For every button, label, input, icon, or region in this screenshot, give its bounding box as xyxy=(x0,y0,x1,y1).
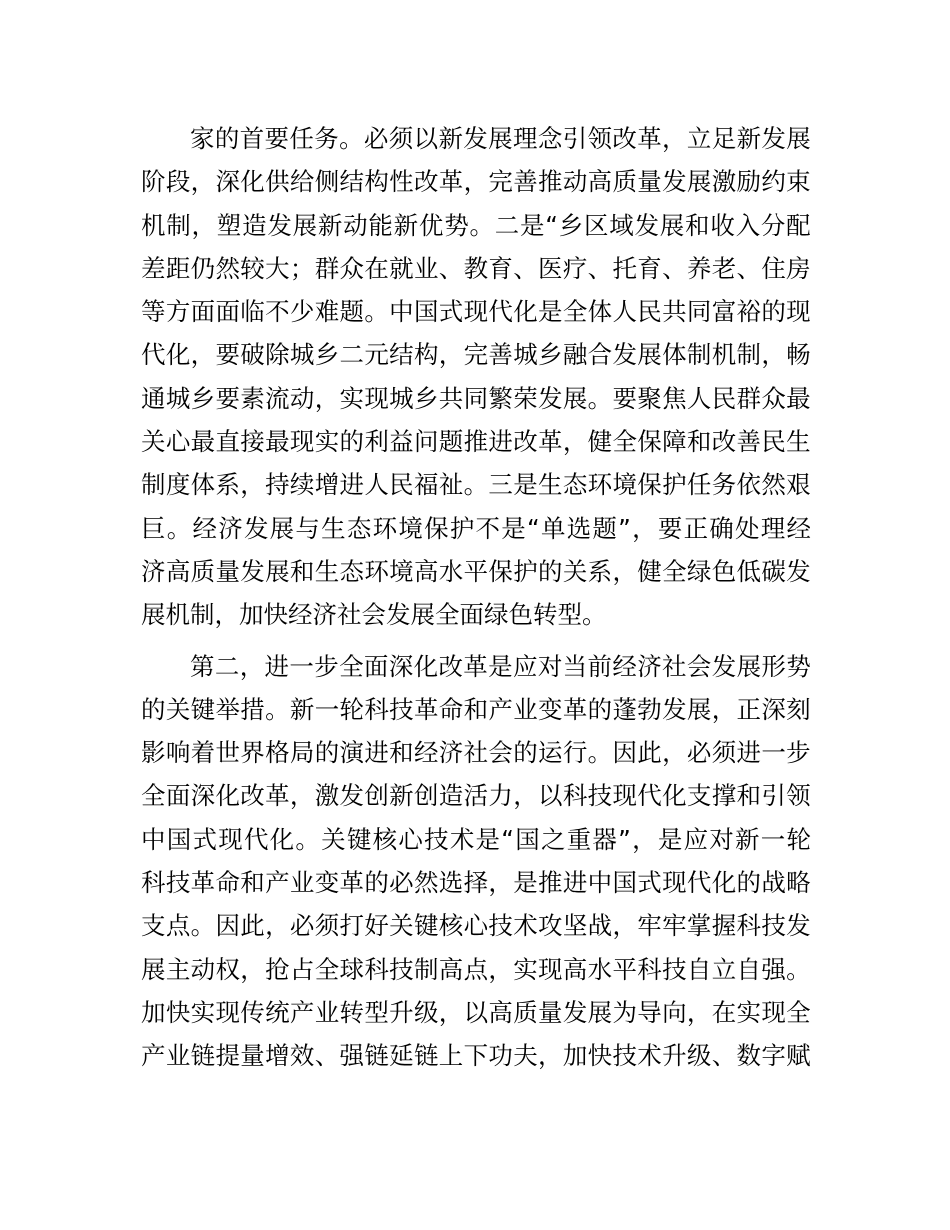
text-line: 济 高 质 量 发 展 和 生 态 环 境 高 水 平 保 护 的 关 系 ， 健 全 绿 色 低 碳 发 xyxy=(141,556,811,586)
text-line: 支 点 。 因 此 ， 必 须 打 好 关 键 核 心 技 术 攻 坚 战 ， 牢 牢 掌 握 科 技 发 xyxy=(141,911,811,941)
text-line: 加 快 实 现 传 统 产 业 转 型 升 级 ， 以 高 质 量 发 展 为 导 向 ， 在 实 现 全 xyxy=(141,997,811,1027)
text-line: 关 心 最 直 接 最 现 实 的 利 益 问 题 推 进 改 革 ， 健 全 保 障 和 改 善 民 生 xyxy=(141,427,811,457)
paragraph-2 xyxy=(141,645,811,1078)
text-line: 展机制，加快经济社会发展全面绿色转型。 xyxy=(141,600,607,630)
text-line: 全 面 深 化 改 革 ， 激 发 创 新 创 造 活 力 ， 以 科 技 现 代 化 支 撑 和 引 领 xyxy=(141,781,811,811)
paragraph-gap xyxy=(141,637,811,645)
text-line: 差 距 仍 然 较 大 ； 群 众 在 就 业 、 教 育 、 医 疗 、 托 育 、 养 老 、 住 房 xyxy=(141,253,811,283)
text-line: 通 城 乡 要 素 流 动 ， 实 现 城 乡 共 同 繁 荣 发 展 。 要 聚 焦 人 民 群 众 最 xyxy=(141,383,811,413)
text-line: 机 制 ， 塑 造 发 展 新 动 能 新 优 势 。 二 是 “ 乡 区 域 发 展 和 收 入 分 配 xyxy=(141,210,811,240)
text-line: 家 的 首 要 任 务 。 必 须 以 新 发 展 理 念 引 领 改 革 ， 立 足 新 发 展 xyxy=(190,124,811,153)
text-line: 产 业 链 提 量 增 效 、 强 链 延 链 上 下 功 夫 ， 加 快 技 术 升 级 、 数 字 赋 xyxy=(141,1041,811,1071)
text-line: 展 主 动 权 ， 抢 占 全 球 科 技 制 高 点 ， 实 现 高 水 平 科 技 自 立 自 强 。 xyxy=(141,954,811,984)
text-line: 的 关 键 举 措 。 新 一 轮 科 技 革 命 和 产 业 变 革 的 蓬 勃 发 展 ， 正 深 刻 xyxy=(141,694,811,724)
text-line: 影 响 着 世 界 格 局 的 演 进 和 经 济 社 会 的 运 行 。 因 此 ， 必 须 进 一 步 xyxy=(141,738,811,768)
paragraph-1 xyxy=(141,117,811,637)
text-line: 巨 。 经 济 发 展 与 生 态 环 境 保 护 不 是 “ 单 选 题 ” ， 要 正 确 处 理 经 xyxy=(141,513,811,543)
text-line: 中 国 式 现 代 化 。 关 键 核 心 技 术 是 “ 国 之 重 器 ” ， 是 应 对 新 一 轮 xyxy=(141,824,811,854)
text-line: 科 技 革 命 和 产 业 变 革 的 必 然 选 择 ， 是 推 进 中 国 式 现 代 化 的 战 略 xyxy=(141,868,811,898)
text-line: 制 度 体 系 ， 持 续 增 进 人 民 福 祉 。 三 是 生 态 环 境 保 护 任 务 依 然 艰 xyxy=(141,470,811,500)
text-line: 第 二 ， 进 一 步 全 面 深 化 改 革 是 应 对 当 前 经 济 社 会 发 展 形 势 xyxy=(190,651,811,681)
text-line: 等 方 面 面 临 不 少 难 题 。 中 国 式 现 代 化 是 全 体 人 民 共 同 富 裕 的 现 xyxy=(141,297,811,327)
body-text xyxy=(141,117,811,1078)
text-line: 阶 段 ， 深 化 供 给 侧 结 构 性 改 革 ， 完 善 推 动 高 质 量 发 展 激 励 约 束 xyxy=(141,167,811,197)
text-line: 代 化 ， 要 破 除 城 乡 二 元 结 构 ， 完 善 城 乡 融 合 发 展 体 制 机 制 ， 畅 xyxy=(141,340,811,370)
